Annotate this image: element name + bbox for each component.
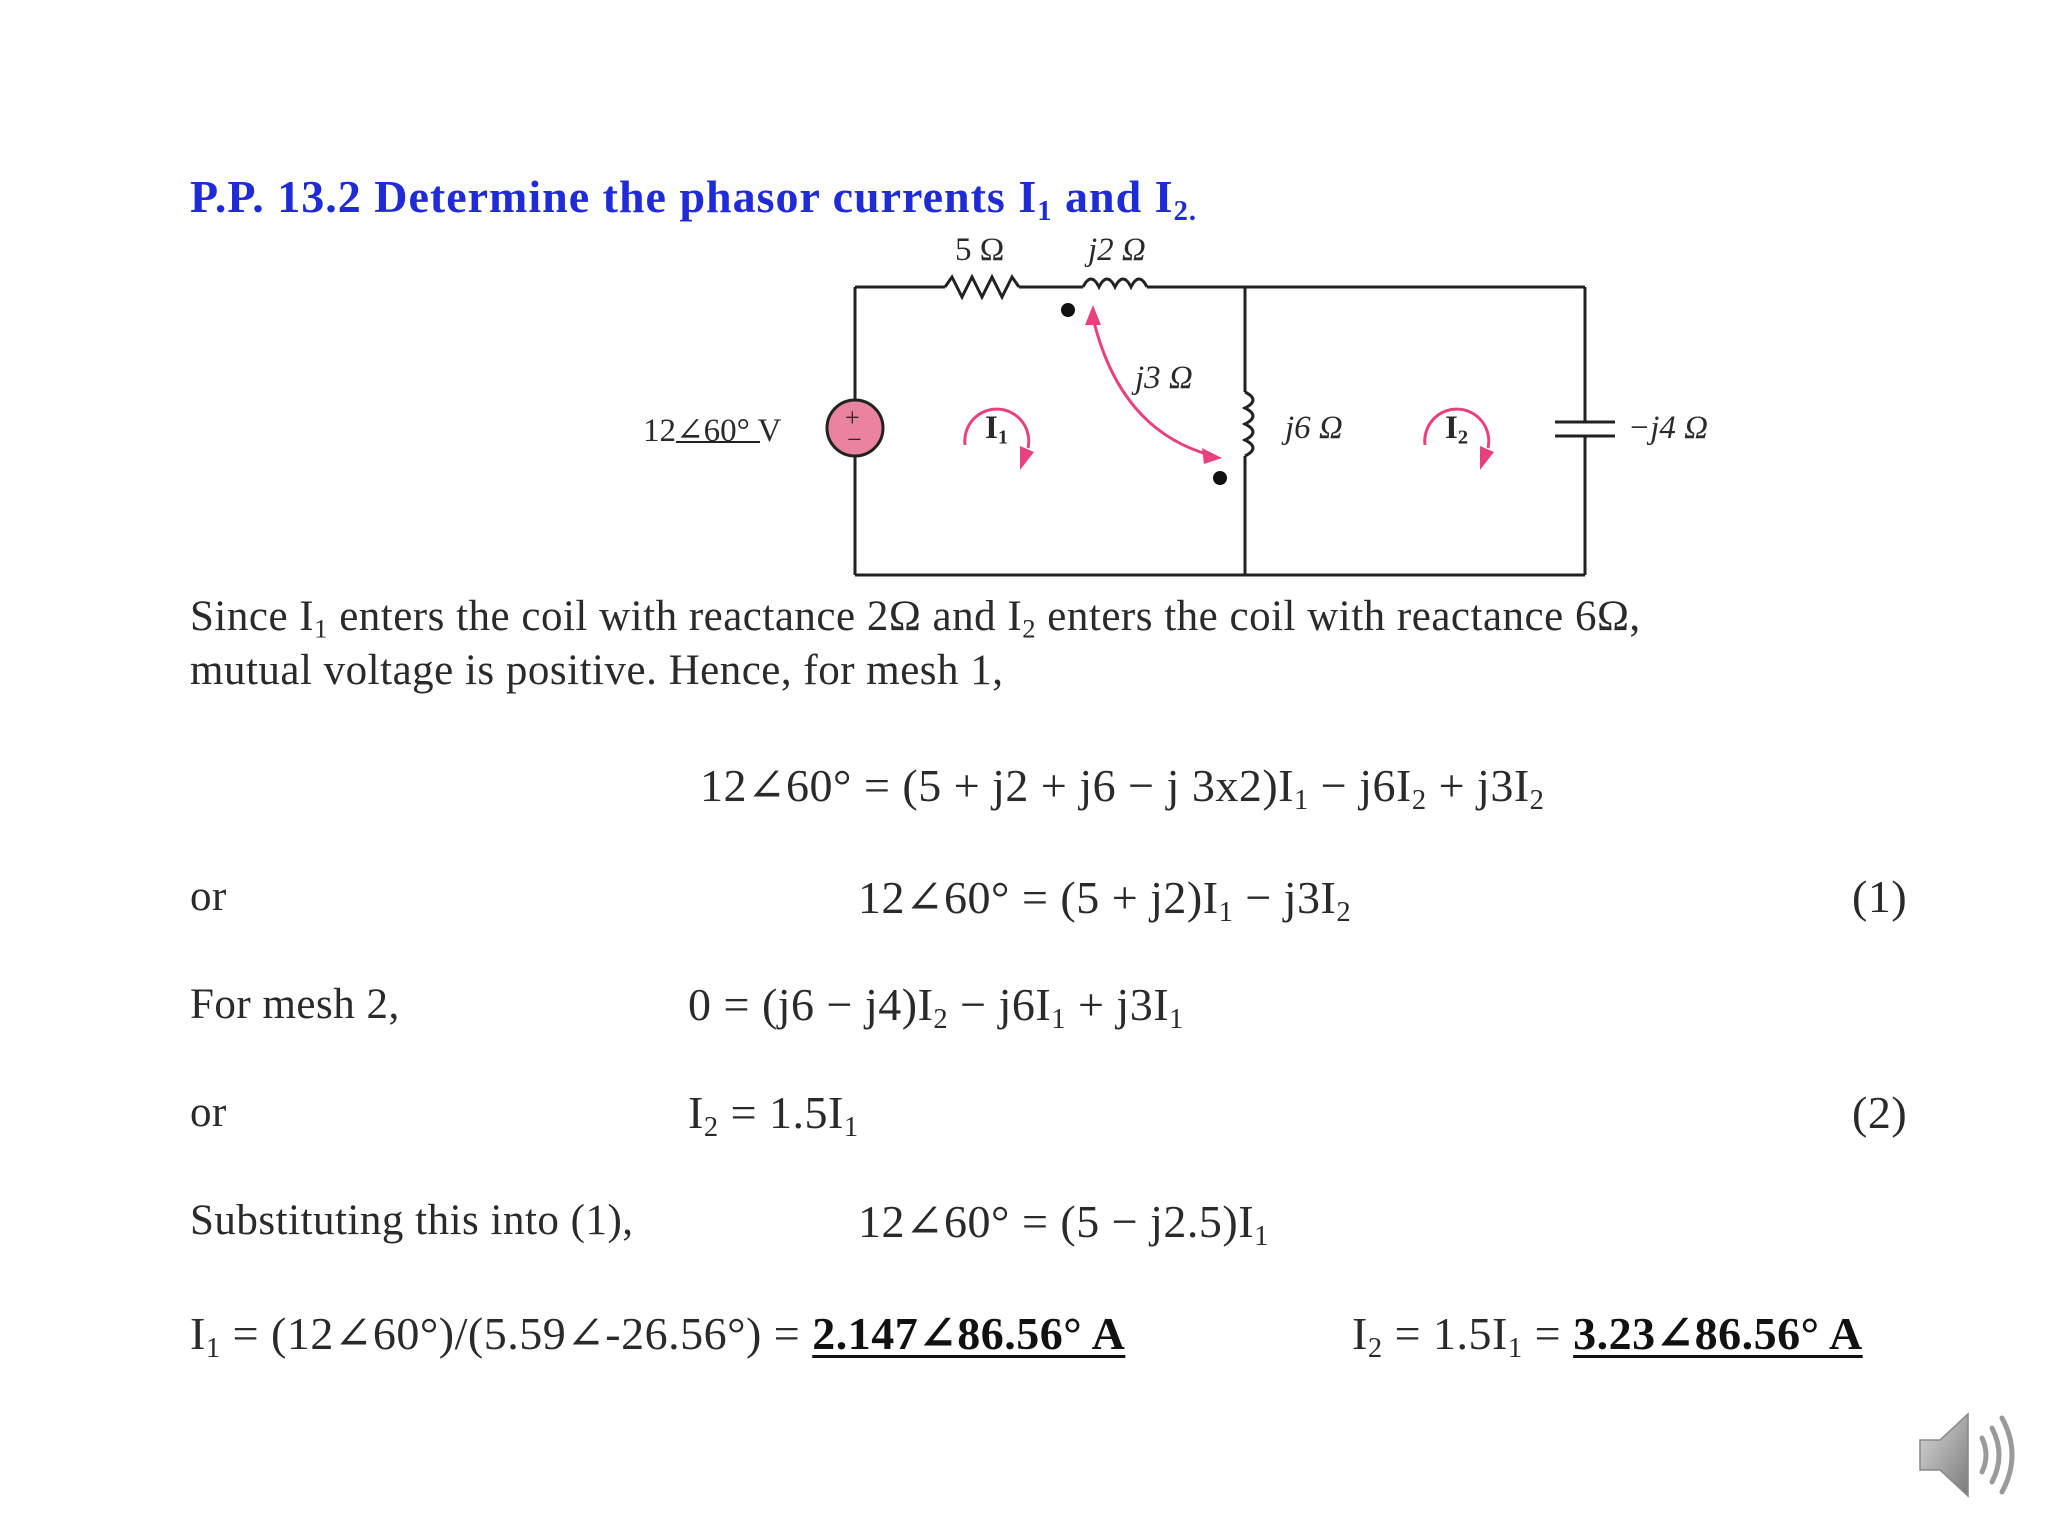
label-source: 12∠60° V: [643, 413, 782, 449]
equation-2: $I_2 = 1.5I_1$: [688, 1087, 859, 1143]
equation-number-2: (2): [1852, 1087, 1908, 1138]
mutual-arrow-head-top: [1085, 305, 1101, 325]
equation-mesh2: $0 = (j6 - j4)I_2 - j6I_1 + j3I_1$: [688, 979, 1184, 1035]
speaker-volume-icon[interactable]: [1912, 1400, 2022, 1510]
or-label-2: or: [190, 1089, 227, 1136]
mesh2-arrow-head: [1480, 446, 1494, 470]
label-j3: j3 Ω: [1135, 360, 1193, 396]
slide-title: P.P. 13.2 Determine the phasor currents $I_1$ and $I_{2.}$: [190, 171, 1197, 227]
label-mesh2: $I_2$: [1445, 410, 1469, 449]
mesh1-arrow-head: [1020, 446, 1034, 470]
label-cap: −j4 Ω: [1628, 410, 1709, 446]
inductor-j2: [1083, 279, 1147, 287]
or-label-1: or: [190, 873, 227, 920]
equation-substituted: 12∠60° = $(5 - j2.5)I_1$: [858, 1196, 1269, 1252]
equation-1: 12∠60° = $(5 + j2)I_1 - j3I_2$: [858, 872, 1352, 928]
dot-marker-bottom: [1213, 471, 1227, 485]
label-j6: j6 Ω: [1285, 410, 1343, 446]
explanation-line-1: Since $I_1$ enters the coil with reactance 2Ω and $I_2$ enters the coil with reactance 6Ω,: [190, 593, 1641, 644]
mesh2-label: For mesh 2,: [190, 981, 400, 1028]
answer-i2: 3.23∠86.56° A: [1573, 1308, 1863, 1359]
label-mesh1: $I_1$: [985, 410, 1009, 449]
result-i1: $I_1$ = (12∠60°)/(5.59∠-26.56°) = 2.147∠86.56° A: [190, 1308, 1126, 1364]
explanation-line-2: mutual voltage is positive. Hence, for mesh 1,: [190, 647, 1004, 694]
resistor-5ohm: [945, 277, 1019, 297]
substitution-label: Substituting this into (1),: [190, 1197, 634, 1244]
inductor-j6: [1245, 392, 1253, 456]
result-i2: $I_2 = 1.5I_1$ = 3.23∠86.56° A: [1352, 1308, 1863, 1364]
source-minus: −: [847, 425, 862, 454]
answer-i1: 2.147∠86.56° A: [812, 1308, 1126, 1359]
equation-mesh1-full: 12∠60° = (5 + j2 + j6 − j $3x2)I_1 - j6I_2 + j3I_2$: [700, 760, 1545, 816]
label-5ohm: 5 Ω: [955, 232, 1005, 268]
mutual-arrow-head-bottom: [1202, 448, 1222, 464]
label-j2: j2 Ω: [1088, 232, 1146, 268]
dot-marker-top: [1061, 303, 1075, 317]
source-plus: +: [845, 403, 860, 432]
equation-number-1: (1): [1852, 871, 1908, 922]
